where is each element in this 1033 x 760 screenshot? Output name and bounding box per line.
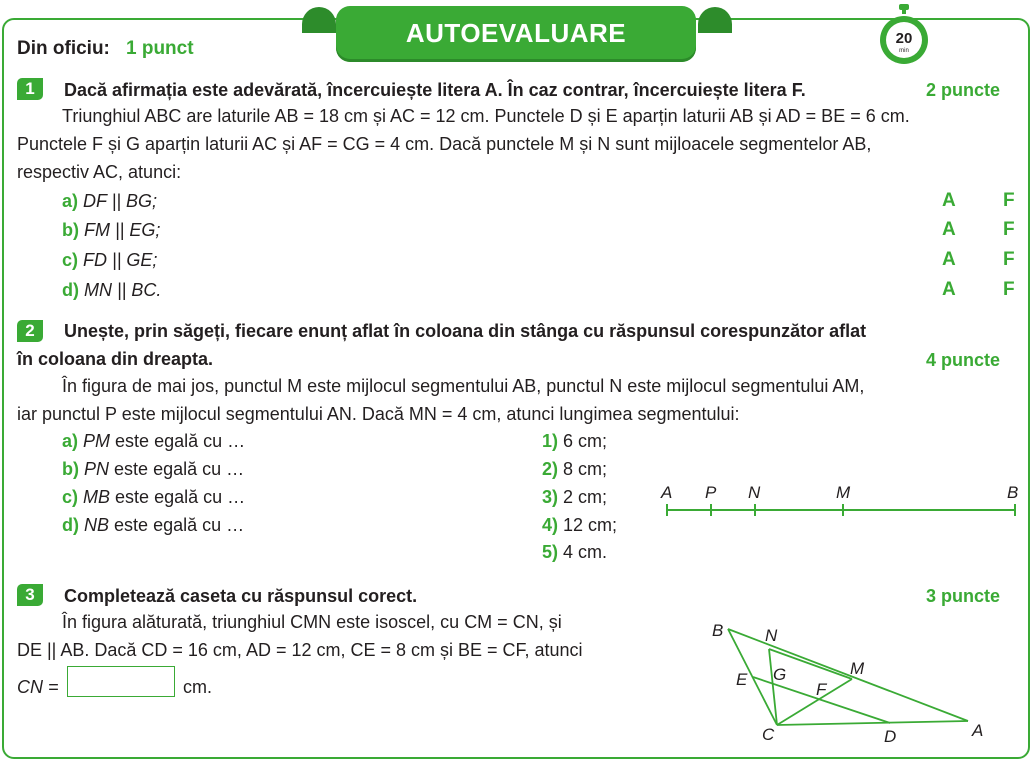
exercise-2-left-item-d[interactable] [62, 514, 244, 536]
item-label: d) [62, 280, 79, 300]
exercise-2-number: 2 [17, 320, 43, 342]
item-segment: PN [84, 459, 110, 479]
exercise-1-item-b [62, 219, 160, 241]
label-n: N [765, 626, 778, 645]
option-b-f[interactable]: F [1003, 219, 1015, 240]
exercise-1-points: 2 puncte [926, 80, 1001, 100]
item-segment: NB [84, 515, 110, 535]
option-a-f[interactable]: F [1003, 190, 1015, 211]
exercise-2-left-item-a[interactable] [62, 430, 245, 452]
label-g: G [773, 665, 787, 684]
label-m: M [836, 483, 851, 502]
segment-b-a [728, 629, 968, 721]
item-label: d) [62, 515, 79, 535]
item-text: 12 cm; [563, 515, 618, 535]
exercise-2-text-line2: iar punctul P este mijlocul segmentului AN. Dacă MN = 4 cm, atunci lungimea segmentului: [17, 404, 740, 424]
exercise-2-left-item-b[interactable] [62, 458, 244, 480]
timer-unit: min [899, 48, 909, 54]
exercise-3-instruction: Completează caseta cu răspunsul corect. [64, 586, 418, 606]
triangle-figure [700, 615, 1000, 750]
item-label: b) [62, 220, 79, 240]
exercise-1-number: 1 [17, 78, 43, 100]
title-tab-left-ear [302, 7, 336, 33]
item-text: este egală cu … [114, 515, 245, 535]
label-d: D [884, 727, 897, 746]
exercise-2-right-item-4[interactable] [542, 514, 617, 536]
exercise-3-number: 3 [17, 584, 43, 606]
item-label: c) [62, 487, 79, 507]
label-a: A [972, 721, 984, 740]
label-m: M [850, 659, 865, 678]
item-text: MN || BC. [84, 280, 162, 300]
option-b-a[interactable]: A [942, 219, 956, 240]
exercise-2-left-item-c[interactable] [62, 486, 245, 508]
segment-c-m [777, 679, 852, 725]
page-title: AUTOEVALUARE [405, 18, 627, 48]
item-text: DF || BG; [83, 191, 158, 211]
exercise-1-item-a [62, 190, 157, 212]
item-label: c) [62, 250, 79, 270]
answer-prefix: CN = [17, 677, 59, 697]
stopwatch-icon [876, 2, 932, 66]
exercise-2-instruction-line1: Unește, prin săgeți, fiecare enunț aflat în coloana din stânga cu răspunsul corespunzător aflat [64, 321, 867, 341]
exercise-1-item-c [62, 249, 157, 271]
timer-value: 20 [895, 30, 913, 47]
item-text: FM || EG; [84, 220, 161, 240]
item-text: 2 cm; [563, 487, 608, 507]
label-n: N [748, 483, 761, 502]
item-label: 5) [542, 542, 559, 562]
answer-suffix: cm. [183, 677, 212, 697]
din-oficiu-label: Din oficiu: [17, 38, 110, 59]
title-tab-right-ear [698, 7, 732, 33]
option-a-a[interactable]: A [942, 190, 956, 211]
item-text: 8 cm; [563, 459, 608, 479]
exercise-2-right-item-3[interactable] [542, 486, 607, 508]
label-p: P [705, 483, 717, 502]
item-label: a) [62, 191, 79, 211]
label-e: E [736, 670, 748, 689]
item-label: a) [62, 431, 79, 451]
exercise-3-points: 3 puncte [926, 586, 1001, 606]
exercise-3-text-line2: DE || AB. Dacă CD = 16 cm, AD = 12 cm, CE = 8 cm și BE = CF, atunci [17, 640, 583, 660]
item-text: este egală cu … [114, 459, 245, 479]
option-d-f[interactable]: F [1003, 279, 1015, 300]
item-label: 4) [542, 515, 559, 535]
label-b: B [712, 621, 724, 640]
label-a: A [661, 483, 673, 502]
segment-figure [655, 480, 1025, 525]
label-b: B [1007, 483, 1019, 502]
exercise-2-right-item-2[interactable] [542, 458, 607, 480]
exercise-1-instruction: Dacă afirmația este adevărată, încercuiește litera A. În caz contrar, încercuiește litera F. [64, 80, 806, 100]
exercise-2-right-item-1[interactable] [542, 430, 607, 452]
exercise-2-points: 4 puncte [926, 350, 1001, 370]
option-d-a[interactable]: A [942, 279, 956, 300]
item-label: b) [62, 459, 79, 479]
exercise-2-text-line1: În figura de mai jos, punctul M este mijlocul segmentului AB, punctul N este mijlocul segmentului AM, [62, 376, 865, 396]
exercise-1-item-d [62, 279, 161, 301]
item-segment: PM [83, 431, 111, 451]
item-text: 6 cm; [563, 431, 608, 451]
answer-input-box[interactable] [67, 666, 175, 697]
din-oficiu-points: 1 punct [126, 38, 194, 59]
segment-c-a [777, 721, 968, 725]
exercise-2-right-item-5[interactable] [542, 541, 607, 563]
item-label: 1) [542, 431, 559, 451]
item-label: 3) [542, 487, 559, 507]
exercise-1-text-line3: respectiv AC, atunci: [17, 162, 182, 182]
exercise-3-text-line1: În figura alăturată, triunghiul CMN este isoscel, cu CM = CN, și [62, 612, 562, 632]
exercise-1-text-line1: Triunghiul ABC are laturile AB = 18 cm și AC = 12 cm. Punctele D și E aparțin laturii AB și AD = BE = 6 cm. [62, 106, 910, 126]
item-text: FD || GE; [83, 250, 158, 270]
exercise-1-text-line2: Punctele F și G aparțin laturii AC și AF = CG = 4 cm. Dacă punctele M și N sunt mijloacele segmentelor AB, [17, 134, 872, 154]
option-c-a[interactable]: A [942, 249, 956, 270]
exercise-2-instruction-line2: în coloana din dreapta. [17, 349, 214, 369]
item-label: 2) [542, 459, 559, 479]
label-f: F [816, 680, 827, 699]
label-c: C [762, 725, 775, 744]
item-text: este egală cu … [115, 431, 246, 451]
option-c-f[interactable]: F [1003, 249, 1015, 270]
item-segment: MB [83, 487, 111, 507]
item-text: 4 cm. [563, 542, 608, 562]
item-text: este egală cu … [115, 487, 246, 507]
